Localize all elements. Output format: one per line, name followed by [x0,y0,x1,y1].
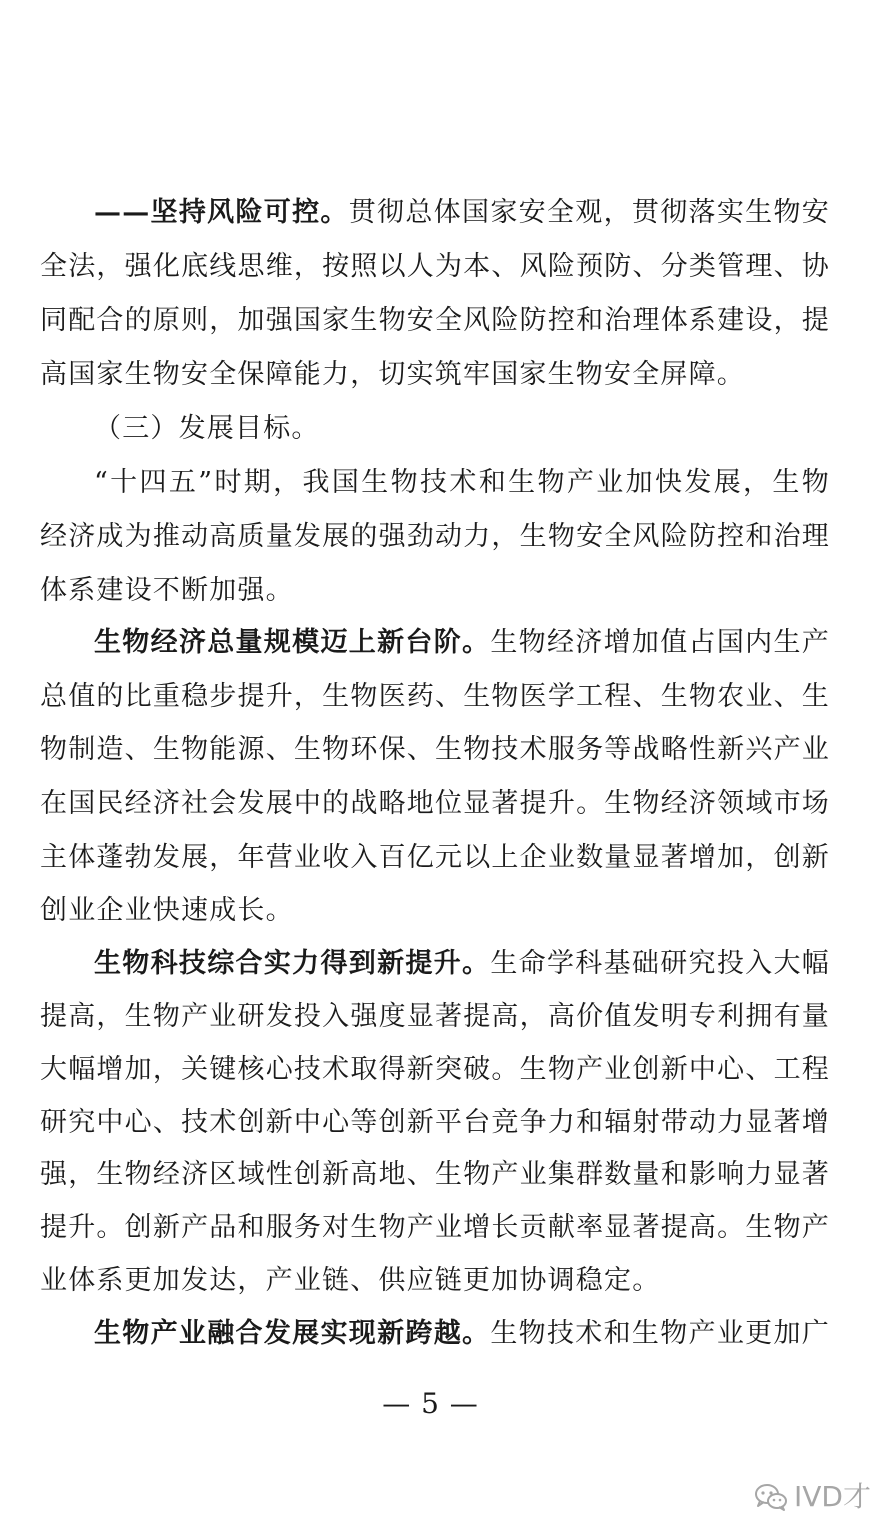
paragraph-line: 总值的比重稳步提升，生物医药、生物医学工程、生物农业、生 [40,681,830,712]
paragraph-line: 提高，生物产业研发投入强度显著提高，高价值发明专利拥有量 [40,1001,830,1032]
paragraph-line: 全法，强化底线思维，按照以人为本、风险预防、分类管理、协 [40,251,830,282]
bold-lead: 生物科技综合实力得到新提升。 [94,948,491,979]
paragraph-line: 高国家生物安全保障能力，切实筑牢国家生物安全屏障。 [40,359,745,390]
paragraph-line: 体系建设不断加强。 [40,575,294,606]
paragraph-line: 同配合的原则，加强国家生物安全风险防控和治理体系建设，提 [40,305,830,336]
section-heading: （三）发展目标。 [94,413,320,444]
text-run: 生物经济增加值占国内生产 [490,627,830,658]
paragraph-line [94,186,830,240]
paragraph-line [94,616,830,670]
watermark-text: IVD才 [794,1480,871,1513]
text-run: 生物技术和生物产业更加广 [490,1318,830,1349]
paragraph-line: 提升。创新产品和服务对生物产业增长贡献率显著提高。生物产 [40,1212,830,1243]
paragraph-line [94,937,830,991]
page-number: — 5 — [382,1387,479,1420]
bold-lead: 生物经济总量规模迈上新台阶。 [94,627,491,658]
paragraph-line: 创业企业快速成长。 [40,895,294,926]
text-run: 生命学科基础研究投入大幅 [490,948,830,979]
paragraph-line: 主体蓬勃发展，年营业收入百亿元以上企业数量显著增加，创新 [40,842,830,873]
bold-lead: 生物产业融合发展实现新跨越。 [94,1318,491,1349]
watermark [754,1477,871,1517]
paragraph-line: “十四五”时期，我国生物技术和生物产业加快发展，生物 [94,467,830,498]
paragraph-line: 强，生物经济区域性创新高地、生物产业集群数量和影响力显著 [40,1159,830,1190]
bold-lead: ——坚持风险可控。 [94,197,349,228]
paragraph-line: 研究中心、技术创新中心等创新平台竞争力和辐射带动力显著增 [40,1107,830,1138]
paragraph-line [94,1307,830,1361]
wechat-icon [754,1482,788,1512]
paragraph-line: 大幅增加，关键核心技术取得新突破。生物产业创新中心、工程 [40,1054,830,1085]
paragraph-line: 经济成为推动高质量发展的强劲动力，生物安全风险防控和治理 [40,521,830,552]
paragraph-line: 在国民经济社会发展中的战略地位显著提升。生物经济领域市场 [40,788,830,819]
text-run: 贯彻总体国家安全观，贯彻落实生物安 [348,197,830,228]
paragraph-line: 业体系更加发达，产业链、供应链更加协调稳定。 [40,1265,661,1296]
paragraph-line: 物制造、生物能源、生物环保、生物技术服务等战略性新兴产业 [40,734,830,765]
